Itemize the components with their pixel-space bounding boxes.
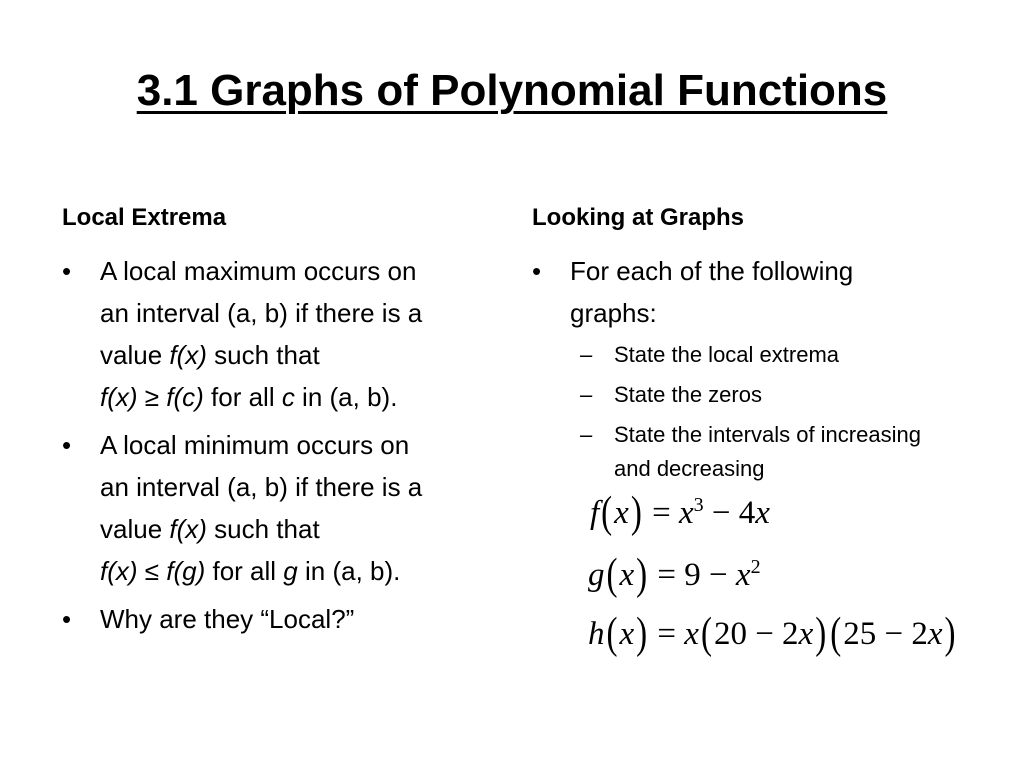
equation-f: $f(x) = x^3 - 4x$ [590,488,770,538]
sub-item-local-extrema: – State the local extrema [570,338,932,372]
bullet-dot: • [62,256,72,286]
bullet-for-each-graph: • For each of the following graphs: – State the local extrema – State the zeros – State the intervals of increasing and decreasing [532,250,932,486]
equation-g: $g(x) = 9 - x^2$ [588,550,761,600]
sub-item-intervals: – State the intervals of increasing and decreasing [570,418,932,486]
bullet-dot: • [532,256,542,286]
bullet-dot: • [62,604,72,634]
dash-glyph: – [580,342,593,367]
sub-bullet-list [570,338,932,486]
dash-glyph: – [580,422,593,447]
dash-glyph: – [580,382,593,407]
bullet-local-minimum: • A local minimum occurs on an interval (a, b) if there is a value f(x) such that f(x) ≤ f(g) for all g in (a, b). [62,424,502,592]
looking-at-graphs-heading: Looking at Graphs [532,204,745,231]
right-bullet-list [532,250,932,492]
slide-title: 3.1 Graphs of Polynomial Functions [136,66,888,115]
local-extrema-heading: Local Extrema [62,204,227,231]
bullet-local-maximum: • A local maximum occurs on an interval (a, b) if there is a value f(x) such that f(x) ≥ f(c) for all c in (a, b). [62,250,502,418]
equation-h: h(x) = x(20 − 2x) (25 − 2x) [588,609,956,659]
sub-item-zeros: – State the zeros [570,378,932,412]
bullet-dot: • [62,430,72,460]
bullet-why-local: • Why are they “Local?” [62,598,502,640]
left-bullet-list [62,250,502,646]
